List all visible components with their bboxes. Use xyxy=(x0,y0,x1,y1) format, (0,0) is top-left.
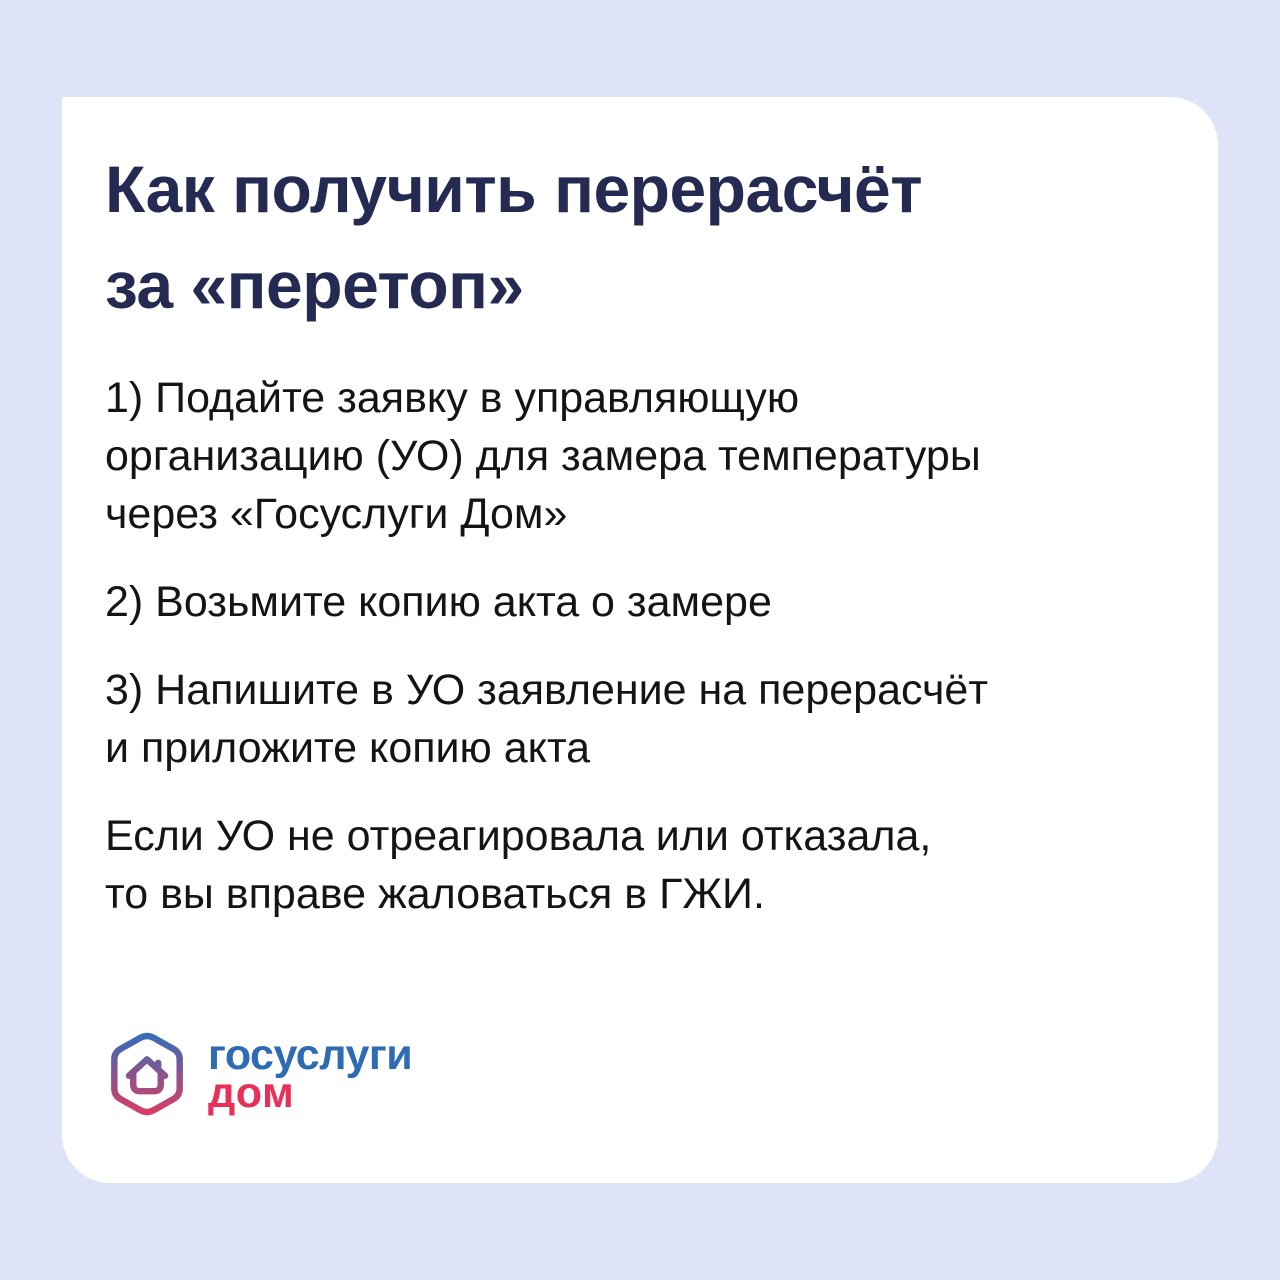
brand-line-dom: дом xyxy=(208,1069,295,1117)
note-line-1: Если УО не отреагировала или отказала, xyxy=(105,812,932,860)
info-card xyxy=(62,97,1218,1183)
step-1-line-2: организацию (УО) для замера температуры xyxy=(105,432,981,480)
step-2 xyxy=(105,573,1162,631)
step-1-line-1: 1) Подайте заявку в управляющую xyxy=(105,374,800,422)
brand-logo xyxy=(104,1031,412,1117)
brand-wordmark xyxy=(208,1031,413,1117)
page-title xyxy=(105,141,1162,333)
step-3-line-2: и приложите копию акта xyxy=(105,724,591,772)
brand-line-gosuslugi: госуслуги xyxy=(208,1031,413,1079)
step-1-line-3: через «Госуслуги Дом» xyxy=(105,490,568,538)
step-3-line-1: 3) Напишите в УО заявление на перерасчёт xyxy=(105,666,989,714)
title-line-1: Как получить перерасчёт xyxy=(105,152,923,226)
step-3 xyxy=(105,661,1162,777)
step-2-line-1: 2) Возьмите копию акта о замере xyxy=(105,578,772,626)
gosuslugi-dom-house-hexagon-icon xyxy=(104,1031,190,1117)
note-text xyxy=(105,807,1162,923)
step-1 xyxy=(105,369,1162,543)
title-line-2: за «перетоп» xyxy=(105,248,524,322)
note-line-2: то вы вправе жаловаться в ГЖИ. xyxy=(105,870,765,918)
